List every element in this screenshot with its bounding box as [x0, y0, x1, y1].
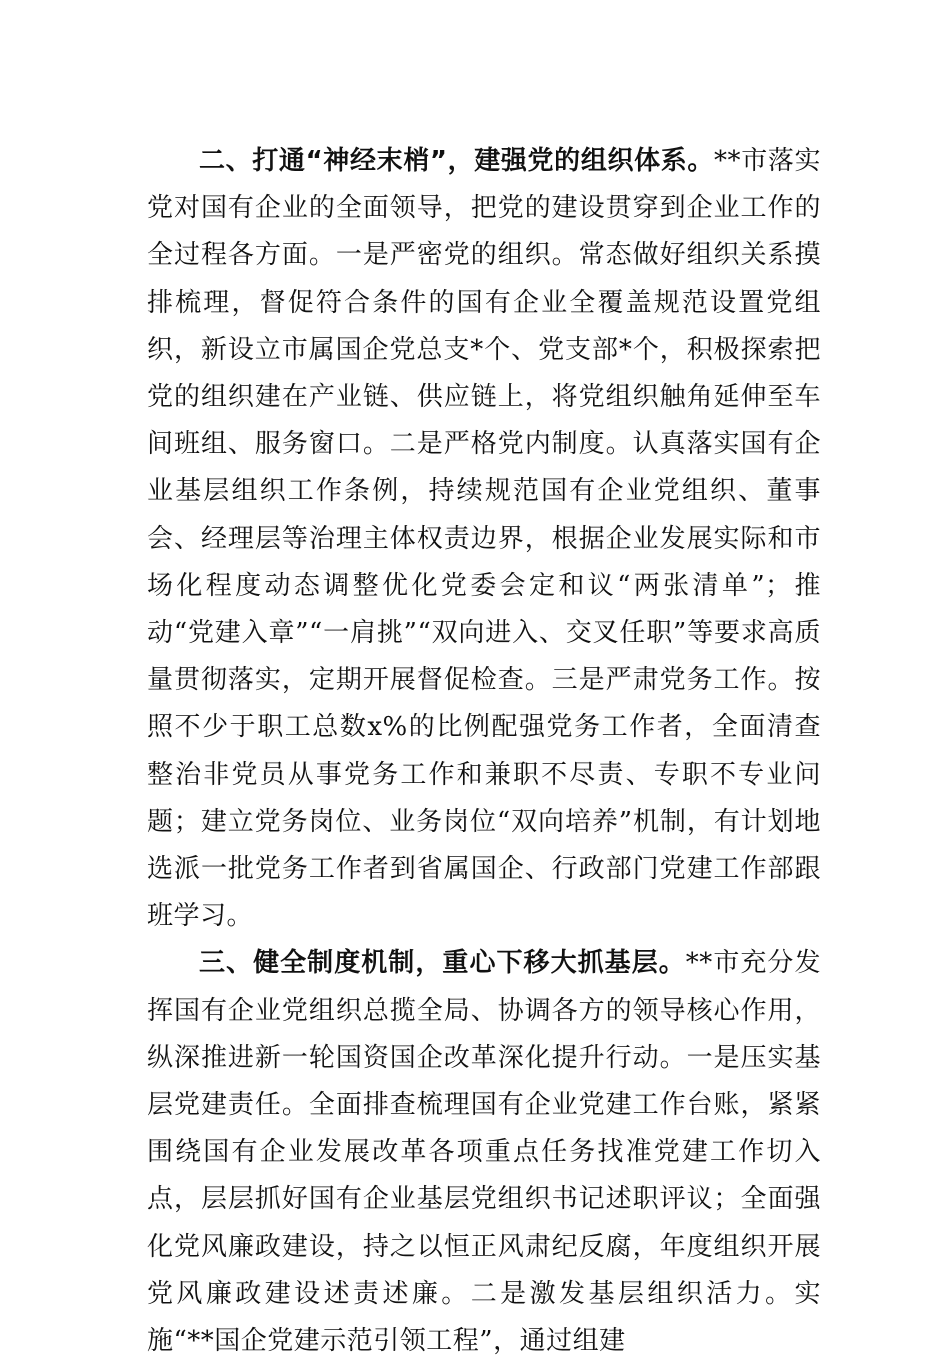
- paragraph-heading: 三、健全制度机制，重心下移大抓基层。: [199, 948, 686, 979]
- paragraph-organization-system: [147, 138, 821, 940]
- paragraph-grassroots: [147, 940, 821, 1365]
- paragraph-heading: 二、打通“神经末梢”，建强党的组织体系。: [199, 146, 715, 176]
- document-body: [147, 138, 821, 1365]
- paragraph-text: **市充分发挥国有企业党组织总揽全局、协调各方的领导核心作用，纵深推进新一轮国资国企改革深化提升行动。一是压实基层党建责任。全面排查梳理国有企业党建工作台账，紧紧围绕国有企业发展改革各项重点任务找准党建工作切入点，层层抓好国有企业基层党组织书记述职评议；全面强化党风廉政建设，持之以恒正风肃纪反腐，年度组织开展党风廉政建设述责述廉。二是激发基层组织活力。实施“**国企党建示范引领工程”，通过组建: [147, 948, 821, 1357]
- paragraph-text: **市落实党对国有企业的全面领导，把党的建设贯穿到企业工作的全过程各方面。一是严密党的组织。常态做好组织关系摸排梳理，督促符合条件的国有企业全覆盖规范设置党组织，新设立市属国企党总支*个、党支部*个，积极探索把党的组织建在产业链、供应链上，将党组织触角延伸至车间班组、服务窗口。二是严格党内制度。认真落实国有企业基层组织工作条例，持续规范国有企业党组织、董事会、经理层等治理主体权责边界，根据企业发展实际和市场化程度动态调整优化党委会定和议“两张清单”；推动“党建入章”“一肩挑”“双向进入、交叉任职”等要求高质量贯彻落实，定期开展督促检查。三是严肃党务工作。按照不少于职工总数x%的比例配强党务工作者，全面清查整治非党员从事党务工作和兼职不尽责、专职不专业问题；建立党务岗位、业务岗位“双向培养”机制，有计划地选派一批党务工作者到省属国企、行政部门党建工作部跟班学习。: [147, 146, 821, 932]
